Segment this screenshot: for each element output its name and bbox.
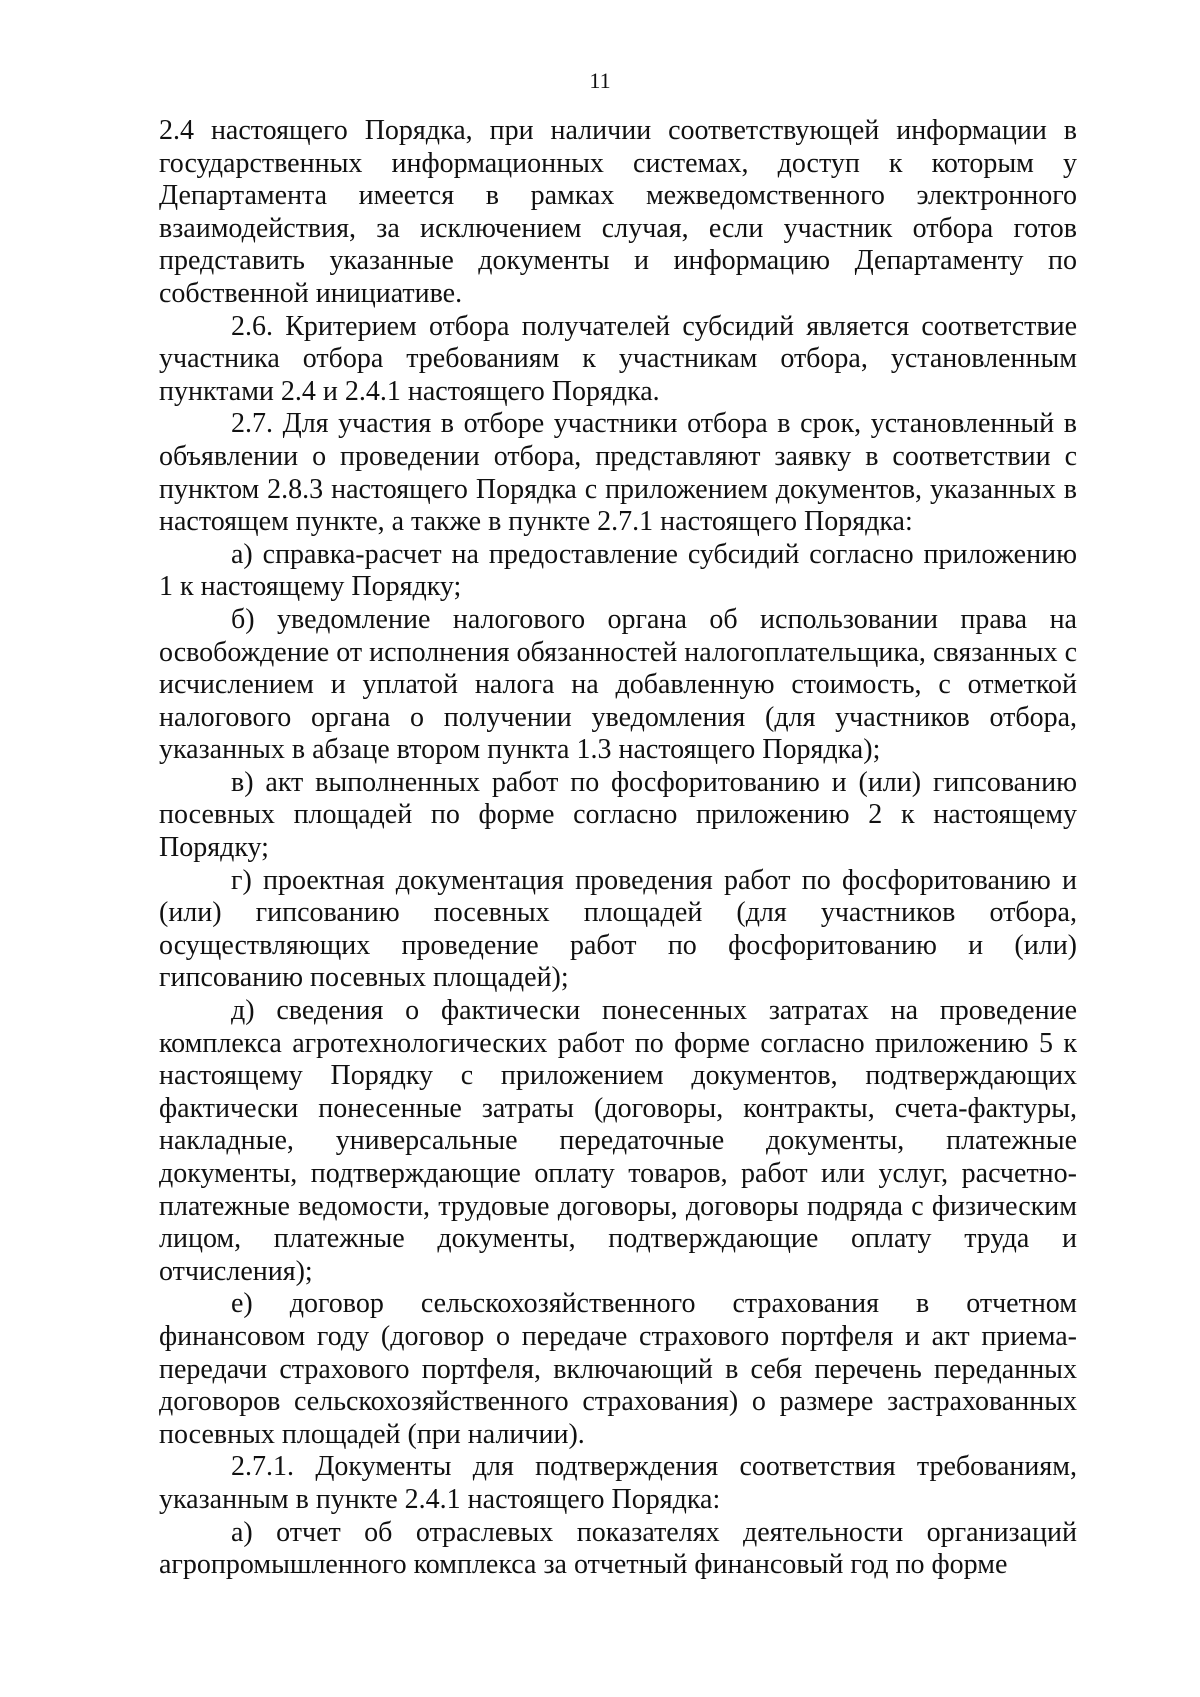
paragraph-2-7-1-a: а) отчет об отраслевых показателях деятельности организаций агропромышленного комплекса за отчетный финансовый год по форме [159, 1516, 1077, 1581]
page-number: 11 [589, 68, 611, 93]
paragraph-2-7-d: д) сведения о фактически понесенных затратах на проведение комплекса агротехнологических работ по форме согласно приложению 5 к настоящему Порядку с приложением документов, подтверждающих фактически понесенные затраты (договоры, контракты, счета-фактуры, накладные, универсальные передаточные документы, платежные документы, подтверждающие оплату товаров, работ или услуг, расчетно-платежные ведомости, трудовые договоры, договоры подряда с физическим лицом, платежные документы, подтверждающие оплату труда и отчисления); [159, 995, 1077, 1287]
paragraph-2-7-a: а) справка-расчет на предоставление субсидий согласно приложению 1 к настоящему Порядку; [159, 538, 1077, 603]
paragraph-continuation: 2.4 настоящего Порядка, при наличии соответствующей информации в государственных информационных системах, доступ к которым у Департамента имеется в рамках межведомственного электронного взаимодействия, за исключением случая, если участник отбора готов представить указанные документы и информацию Департаменту по собственной инициативе. [159, 115, 1077, 309]
document-body [159, 115, 1077, 1582]
paragraph-2-7-g: г) проектная документация проведения работ по фосфоритованию и (или) гипсованию посевных площадей (для участников отбора, осуществляющих проведение работ по фосфоритованию и (или) гипсованию посевных площадей); [159, 864, 1077, 994]
paragraph-2-7: 2.7. Для участия в отборе участники отбора в срок, установленный в объявлении о проведении отбора, представляют заявку в соответствии с пунктом 2.8.3 настоящего Порядка с приложением документов, указанных в настоящем пункте, а также в пункте 2.7.1 настоящего Порядка: [159, 408, 1077, 538]
paragraph-2-7-1: 2.7.1. Документы для подтверждения соответствия требованиям, указанным в пункте 2.4.1 настоящего Порядка: [159, 1451, 1077, 1515]
paragraph-2-7-b: б) уведомление налогового органа об использовании права на освобождение от исполнения обязанностей налогоплательщика, связанных с исчислением и уплатой налога на добавленную стоимость, с отметкой налогового органа о получении уведомления (для участников отбора, указанных в абзаце втором пункта 1.3 настоящего Порядка); [159, 603, 1077, 766]
paragraph-2-6: 2.6. Критерием отбора получателей субсидий является соответствие участника отбора требованиям к участникам отбора, установленным пунктами 2.4 и 2.4.1 настоящего Порядка. [159, 310, 1077, 407]
paragraph-2-7-e: е) договор сельскохозяйственного страхования в отчетном финансовом году (договор о передаче страхового портфеля и акт приема-передачи страхового портфеля, включающий в себя перечень переданных договоров сельскохозяйственного страхования) о размере застрахованных посевных площадей (при наличии). [159, 1288, 1077, 1450]
paragraph-2-7-v: в) акт выполненных работ по фосфоритованию и (или) гипсованию посевных площадей по форме согласно приложению 2 к настоящему Порядку; [159, 766, 1077, 864]
